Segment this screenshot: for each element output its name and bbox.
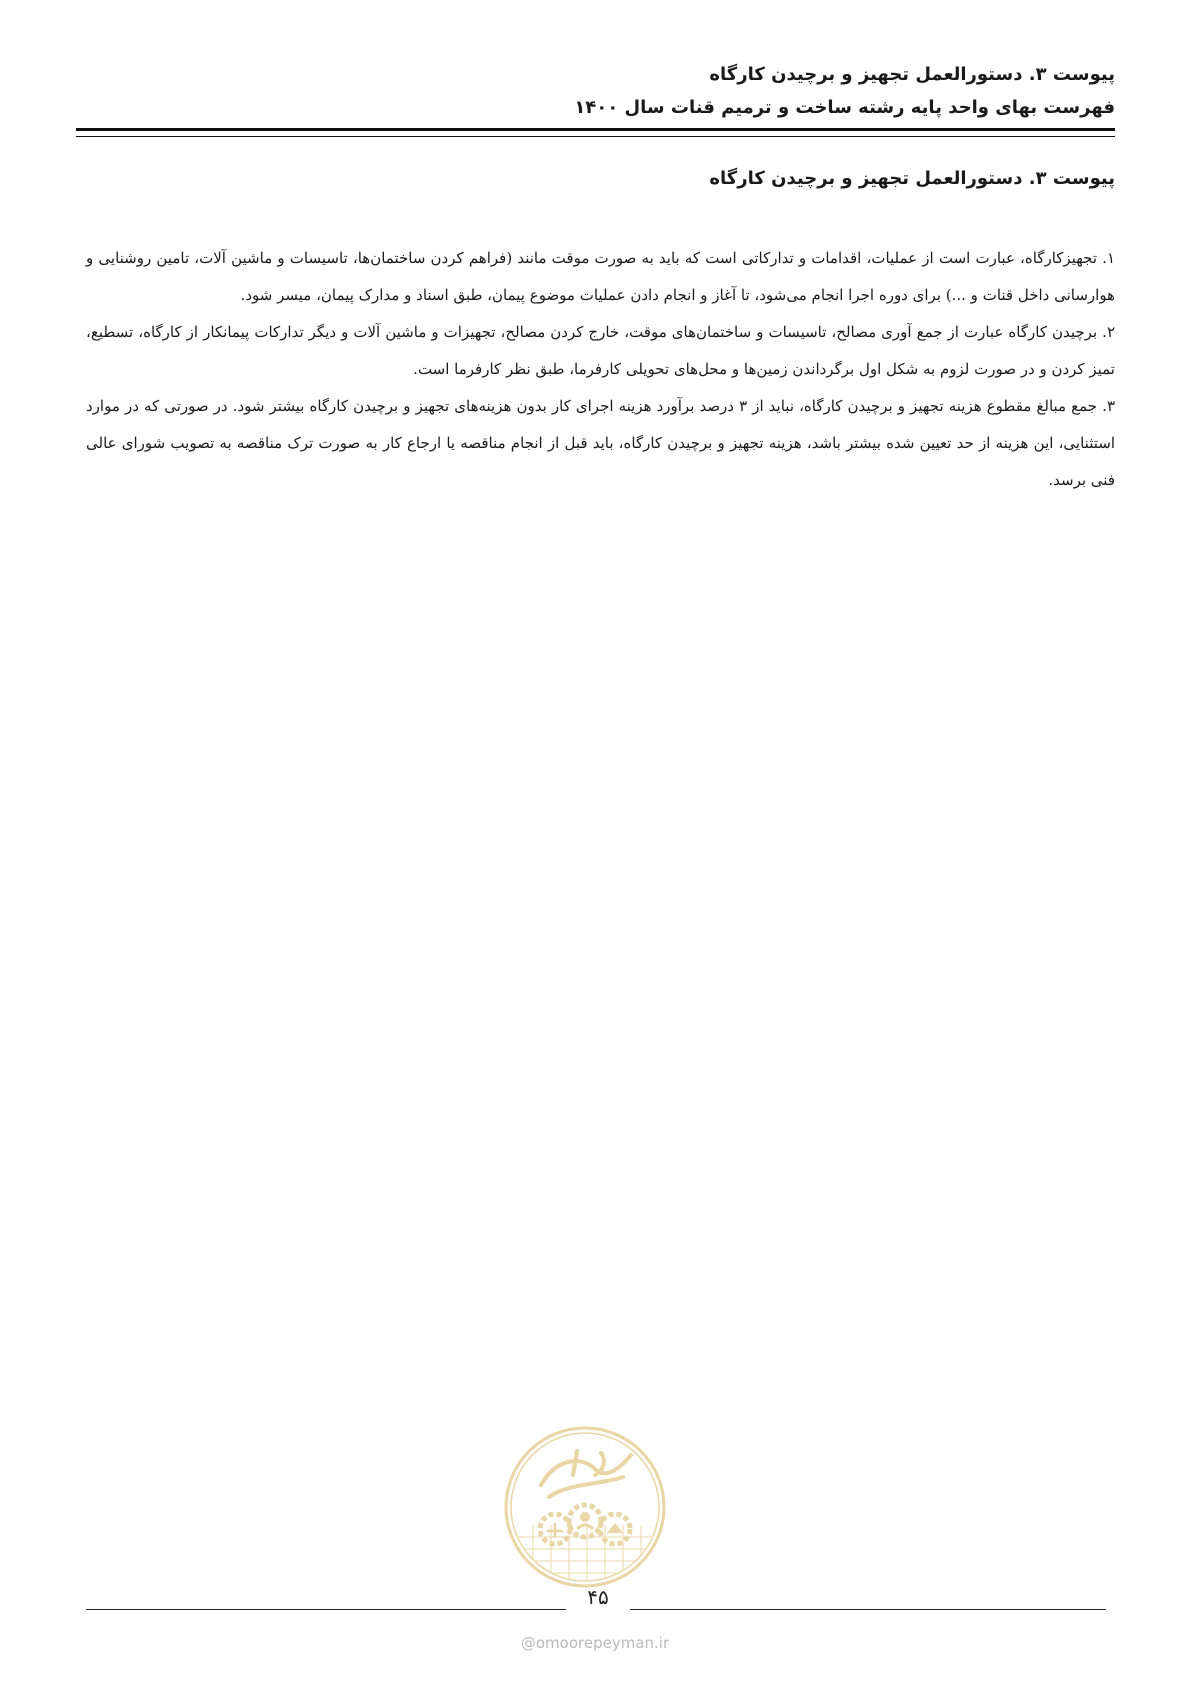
body-text [86,240,1115,499]
header-appendix-title: پیوست ۳. دستورالعمل تجهیز و برچیدن کارگاه [709,64,1115,85]
paragraph-1: ۱. تجهیزکارگاه، عبارت است از عملیات، اقدامات و تدارکاتی است که باید به صورت موقت مانند (فراهم کردن ساختمان‌ها، تاسیسات و ماشین آلات، تامین روشنایی و هوارسانی داخل قنات و ...) برای دوره اجرا انجام می‌شود، تا آغاز و انجام دادن عملیات موضوع پیمان، طبق اسناد و مدارک پیمان، میسر شود. [86,249,1115,304]
header-double-rule [76,128,1115,137]
section-heading: پیوست ۳. دستورالعمل تجهیز و برچیدن کارگاه [709,168,1115,189]
paragraph-2: ۲. برچیدن کارگاه عبارت از جمع آوری مصالح، تاسیسات و ساختمان‌های موقت، خارج کردن مصالح، تجهیزات و ماشین آلات و دیگر تدارکات پیمانکار از کارگاه، تسطیع، تمیز کردن و در صورت لزوم به شکل اول برگرداندن زمین‌ها و محل‌های تحویلی کارفرما، طبق نظر کارفرما است. [86,323,1115,378]
header-document-title: فهرست بهای واحد پایه رشته ساخت و ترمیم قنات سال ۱۴۰۰ [574,97,1115,118]
omoore-peyman-seal-icon [503,1425,667,1589]
page-header [86,58,1115,124]
footer-rule-right [630,1609,1106,1610]
paragraph-3: ۳. جمع مبالغ مقطوع هزینه تجهیز و برچیدن کارگاه، نباید از ۳ درصد برآورد هزینه اجرای کار بدون هزینه‌های تجهیز و برچیدن کارگاه بیشتر شود. در صورتی که در موارد استثنایی، این هزینه از حد تعیین شده بیشتر باشد، هزینه تجهیز و برچیدن کارگاه، باید قبل از انجام مناقصه یا ارجاع کار به صورت ترک مناقصه به تصویب شورای عالی فنی برسد. [86,397,1115,489]
footer-rule-left [86,1609,566,1610]
page-number: ۴۵ [587,1585,609,1609]
watermark-url: @omoorepeyman.ir [520,1634,670,1652]
